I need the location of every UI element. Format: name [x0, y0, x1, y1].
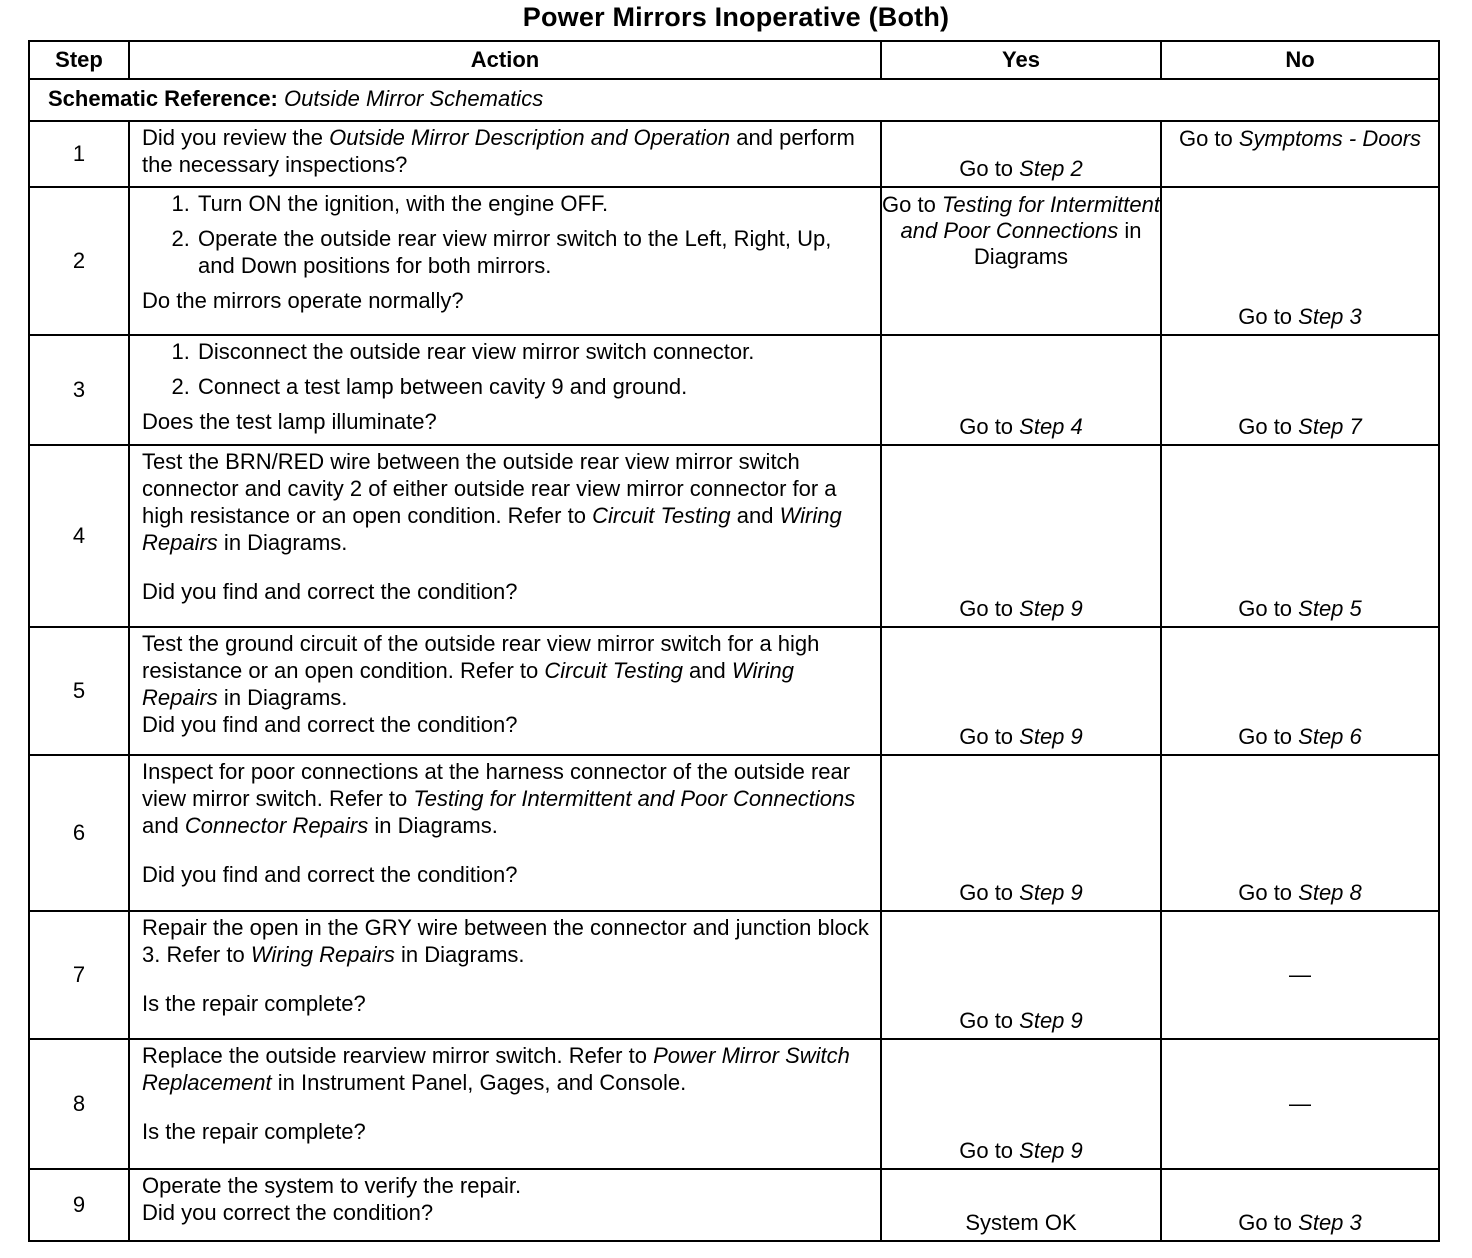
text-run: Did you find and correct the condition? [142, 712, 518, 737]
text-run: Testing for Intermittent and Poor Connections [413, 786, 856, 811]
action-cell [129, 627, 881, 755]
no-cell [1161, 445, 1439, 627]
yes-cell [881, 445, 1161, 627]
text-run: Step 8 [1298, 880, 1362, 905]
action-cell [129, 121, 881, 187]
no-cell [1161, 187, 1439, 335]
yes-cell [881, 187, 1161, 335]
text-run: Step 9 [1019, 1138, 1083, 1163]
yes-result [882, 596, 1160, 622]
text-run: in Diagrams. [368, 813, 498, 838]
text-run: Step 4 [1019, 414, 1083, 439]
yes-result [882, 414, 1160, 440]
action-cell [129, 1039, 881, 1169]
text-run: Is the repair complete? [142, 1119, 366, 1144]
action-cell [129, 755, 881, 911]
text-run: Go to [959, 1008, 1020, 1033]
spacer [142, 556, 870, 578]
yes-result [882, 1138, 1160, 1164]
text-run: in Diagrams. [217, 685, 348, 710]
action-step-item: 1. Turn ON the ignition, with the engine OFF. [196, 190, 870, 217]
text-run: Symptoms - Doors [1238, 126, 1422, 151]
text-run: in Diagrams. [217, 530, 348, 555]
action-text [142, 124, 870, 178]
text-run: Circuit Testing [544, 658, 683, 683]
text-run: Operate the system to verify the repair. [142, 1173, 522, 1198]
text-run: Go to [1238, 724, 1299, 749]
text-run: Go to [1238, 1210, 1299, 1235]
action-text [142, 861, 870, 888]
no-cell [1161, 627, 1439, 755]
action-text [142, 711, 870, 738]
action-step-item: 2. Operate the outside rear view mirror switch to the Left, Right, Up, and Down positions for both mirrors. [196, 225, 870, 279]
action-text [142, 1172, 870, 1199]
text-run: Is the repair complete? [142, 991, 366, 1016]
text-run: Repair the open in the GRY wire between the connector and junction block 3. Refer to [142, 915, 869, 967]
text-run: Test the BRN/RED wire between the outside rear view mirror switch connector and cavity 2 of either outside rear view mirror connector for a high resistance or an open condition. Refer to [142, 449, 837, 528]
text-run: Outside Mirror Description and Operation [329, 125, 731, 150]
yes-cell [881, 121, 1161, 187]
step-number: 1 [29, 121, 129, 187]
table-row [29, 187, 1439, 335]
no-cell [1161, 335, 1439, 445]
spacer [142, 968, 870, 990]
schematic-value: Outside Mirror Schematics [284, 86, 544, 111]
action-cell [129, 445, 881, 627]
text-run: Go to [882, 192, 942, 217]
text-run: Inspect for poor connections at the harness connector of the outside rear view mirror switch. Refer to [142, 759, 851, 811]
text-run: Did you find and correct the condition? [142, 579, 518, 604]
text-run: Testing for Intermittent and Poor Connections [900, 192, 1160, 243]
text-run: and [142, 813, 185, 838]
action-text [142, 630, 870, 711]
step-number: 6 [29, 755, 129, 911]
text-run: Go to [1238, 304, 1299, 329]
action-text [142, 408, 870, 435]
step-number: 3 [29, 335, 129, 445]
text-run: Did you correct the condition? [142, 1200, 434, 1225]
yes-result [882, 156, 1160, 182]
no-cell [1161, 121, 1439, 187]
spacer [142, 839, 870, 861]
text-run: Test the ground circuit of the outside rear view mirror switch for a high resistance or an open condition. Refer to [142, 631, 820, 683]
text-run: Step 9 [1019, 596, 1083, 621]
text-run: in Instrument Panel, Gages, and Console. [271, 1070, 687, 1095]
table-row [29, 121, 1439, 187]
yes-cell [881, 1169, 1161, 1241]
yes-result [882, 192, 1160, 270]
text-run: Go to [959, 880, 1020, 905]
text-run: Do the mirrors operate normally? [142, 288, 464, 313]
action-cell [129, 1169, 881, 1241]
yes-cell [881, 911, 1161, 1039]
text-run: Step 9 [1019, 1008, 1083, 1033]
text-run: Wiring Repairs [250, 942, 395, 967]
yes-cell [881, 627, 1161, 755]
action-text [142, 1199, 870, 1226]
text-run: Go to [1238, 596, 1299, 621]
text-run: Replace the outside rearview mirror switch. Refer to [142, 1043, 654, 1068]
table-row [29, 1169, 1439, 1241]
text-run: Does the test lamp illuminate? [142, 409, 437, 434]
no-result [1162, 880, 1438, 906]
no-result [1162, 414, 1438, 440]
text-run: Did you review the [142, 125, 330, 150]
no-cell [1161, 1039, 1439, 1169]
text-run: Go to [959, 724, 1020, 749]
action-cell [129, 187, 881, 335]
text-run: and [730, 503, 780, 528]
text-run: Go to [1178, 126, 1239, 151]
yes-cell [881, 755, 1161, 911]
step-number: 9 [29, 1169, 129, 1241]
no-result-dash: — [1289, 962, 1311, 987]
text-run: System OK [965, 1210, 1077, 1235]
no-result [1162, 596, 1438, 622]
yes-cell [881, 335, 1161, 445]
header-step: Step [29, 41, 129, 79]
table-row [29, 627, 1439, 755]
no-result [1162, 126, 1438, 152]
action-text [142, 1118, 870, 1145]
text-run: Step 6 [1298, 724, 1362, 749]
text-run: in Diagrams. [394, 942, 525, 967]
no-cell [1161, 911, 1439, 1039]
text-run: and perform the necessary inspections? [142, 125, 855, 177]
step-number: 7 [29, 911, 129, 1039]
action-text [142, 758, 870, 839]
action-step-item: 2. Connect a test lamp between cavity 9 and ground. [196, 373, 870, 400]
text-run: Wiring Repairs [142, 503, 842, 555]
table-row [29, 755, 1439, 911]
action-text [142, 287, 870, 314]
table-row [29, 445, 1439, 627]
text-run: Step 2 [1019, 156, 1083, 181]
no-result-dash: — [1289, 1091, 1311, 1116]
text-run: Go to [959, 596, 1020, 621]
schematic-reference [29, 79, 1439, 121]
yes-result [882, 1210, 1160, 1236]
yes-result [882, 724, 1160, 750]
no-result [1162, 724, 1438, 750]
text-run: Wiring Repairs [142, 658, 795, 710]
table-row [29, 911, 1439, 1039]
action-cell [129, 911, 881, 1039]
header-no: No [1161, 41, 1439, 79]
text-run: and [682, 658, 732, 683]
action-steps-list [142, 190, 870, 279]
text-run: Power Mirror Switch Replacement [142, 1043, 850, 1095]
table-row [29, 1039, 1439, 1169]
no-result [1162, 304, 1438, 330]
action-text [142, 914, 870, 968]
text-run: in Diagrams [973, 218, 1142, 269]
no-result [1162, 1210, 1438, 1236]
text-run: Connector Repairs [184, 813, 369, 838]
header-action: Action [129, 41, 881, 79]
text-run: Circuit Testing [592, 503, 731, 528]
action-text [142, 990, 870, 1017]
action-step-item: 1. Disconnect the outside rear view mirror switch connector. [196, 338, 870, 365]
step-number: 2 [29, 187, 129, 335]
header-row [29, 41, 1439, 79]
text-run: Did you find and correct the condition? [142, 862, 518, 887]
diagnostic-table [28, 40, 1440, 1242]
spacer [142, 1096, 870, 1118]
action-cell [129, 335, 881, 445]
text-run: Step 5 [1298, 596, 1362, 621]
text-run: Step 9 [1019, 880, 1083, 905]
yes-result [882, 880, 1160, 906]
yes-cell [881, 1039, 1161, 1169]
text-run: Go to [1238, 414, 1299, 439]
no-cell [1161, 1169, 1439, 1241]
action-text [142, 1042, 870, 1096]
step-number: 5 [29, 627, 129, 755]
schematic-label: Schematic Reference: [48, 86, 278, 111]
action-steps-list [142, 338, 870, 400]
text-run: Go to [959, 414, 1020, 439]
yes-result [882, 1008, 1160, 1034]
action-text [142, 578, 870, 605]
text-run: Go to [959, 1138, 1020, 1163]
header-yes: Yes [881, 41, 1161, 79]
action-text [142, 448, 870, 556]
step-number: 8 [29, 1039, 129, 1169]
step-number: 4 [29, 445, 129, 627]
no-cell [1161, 755, 1439, 911]
text-run: Step 3 [1298, 304, 1362, 329]
text-run: Go to [959, 156, 1020, 181]
schematic-row [29, 79, 1439, 121]
text-run: Go to [1238, 880, 1299, 905]
text-run: Step 9 [1019, 724, 1083, 749]
table-row [29, 335, 1439, 445]
page-title: Power Mirrors Inoperative (Both) [522, 2, 950, 32]
text-run: Step 7 [1298, 414, 1362, 439]
text-run: Step 3 [1298, 1210, 1362, 1235]
